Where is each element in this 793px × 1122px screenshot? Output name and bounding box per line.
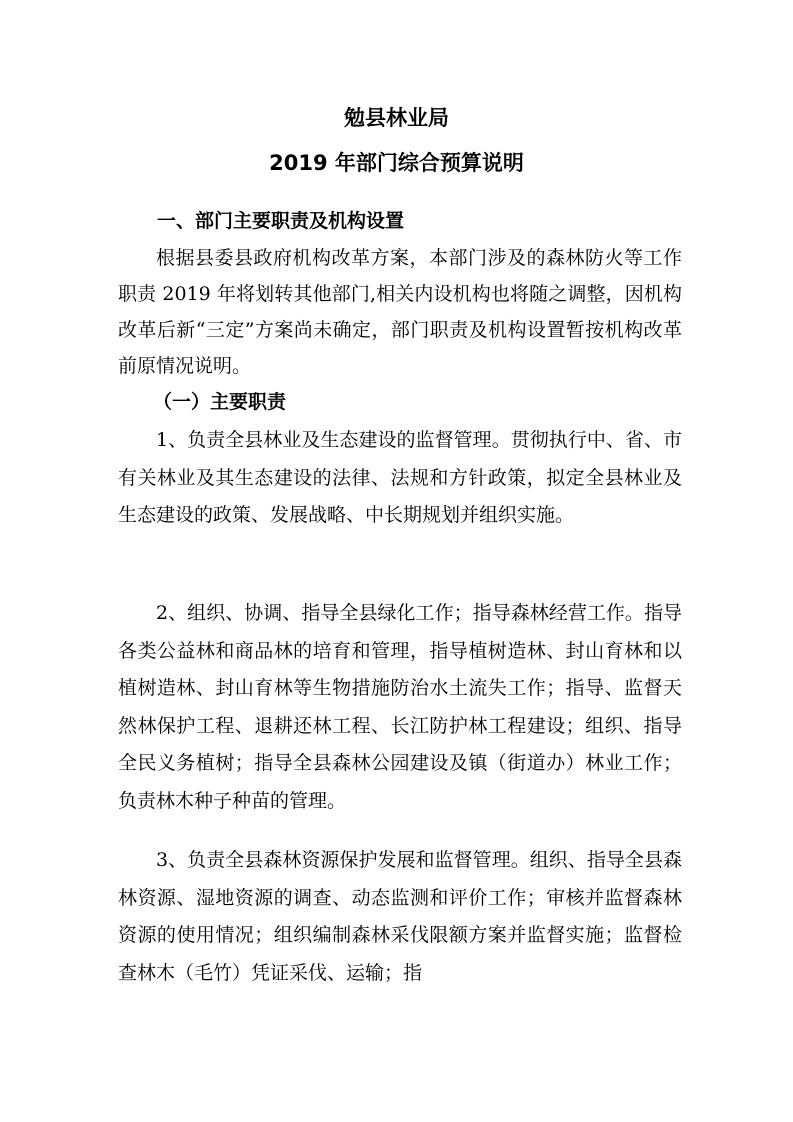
intro-paragraph: 根据县委县政府机构改革方案，本部门涉及的森林防火等工作职责 2019 年将划转其他部门,相关内设机构也将随之调整，因机构改革后新“三定”方案尚未确定，部门职责及机构设置暂按机构改革前原情况说明。 [118,247,682,377]
duty-item-1: 1、负责全县林业及生态建设的监督管理。贯彻执行中、省、市有关林业及其生态建设的法律、法规和方针政策，拟定全县林业及生态建设的政策、发展战略、中长期规划并组织实施。 [118,429,682,526]
duty-item-3: 3、负责全县森林资源保护发展和监督管理。组织、指导全县森林资源、湿地资源的调查、动态监测和评价工作；审核并监督森林资源的使用情况；组织编制森林采伐限额方案并监督实施；监督检查林木（毛竹）凭证采伐、运输；指 [118,849,682,984]
subsection-heading-main-duties: （一）主要职责 [153,391,287,413]
duty-item-2: 2、组织、协调、指导全县绿化工作；指导森林经营工作。指导各类公益林和商品林的培育和管理，指导植树造林、封山育林和以植树造林、封山育林等生物措施防治水土流失工作；指导、监督天然林保护工程、退耕还林工程、长江防护林工程建设；组织、指导全民义务植树；指导全县森林公园建设及镇（街道办）林业工作；负责林木种子种苗的管理。 [118,602,682,812]
document-title: 勉县林业局 [344,106,449,130]
document-subtitle: 2019 年部门综合预算说明 [269,151,524,175]
section-heading-duties-and-structure: 一、部门主要职责及机构设置 [157,210,405,232]
